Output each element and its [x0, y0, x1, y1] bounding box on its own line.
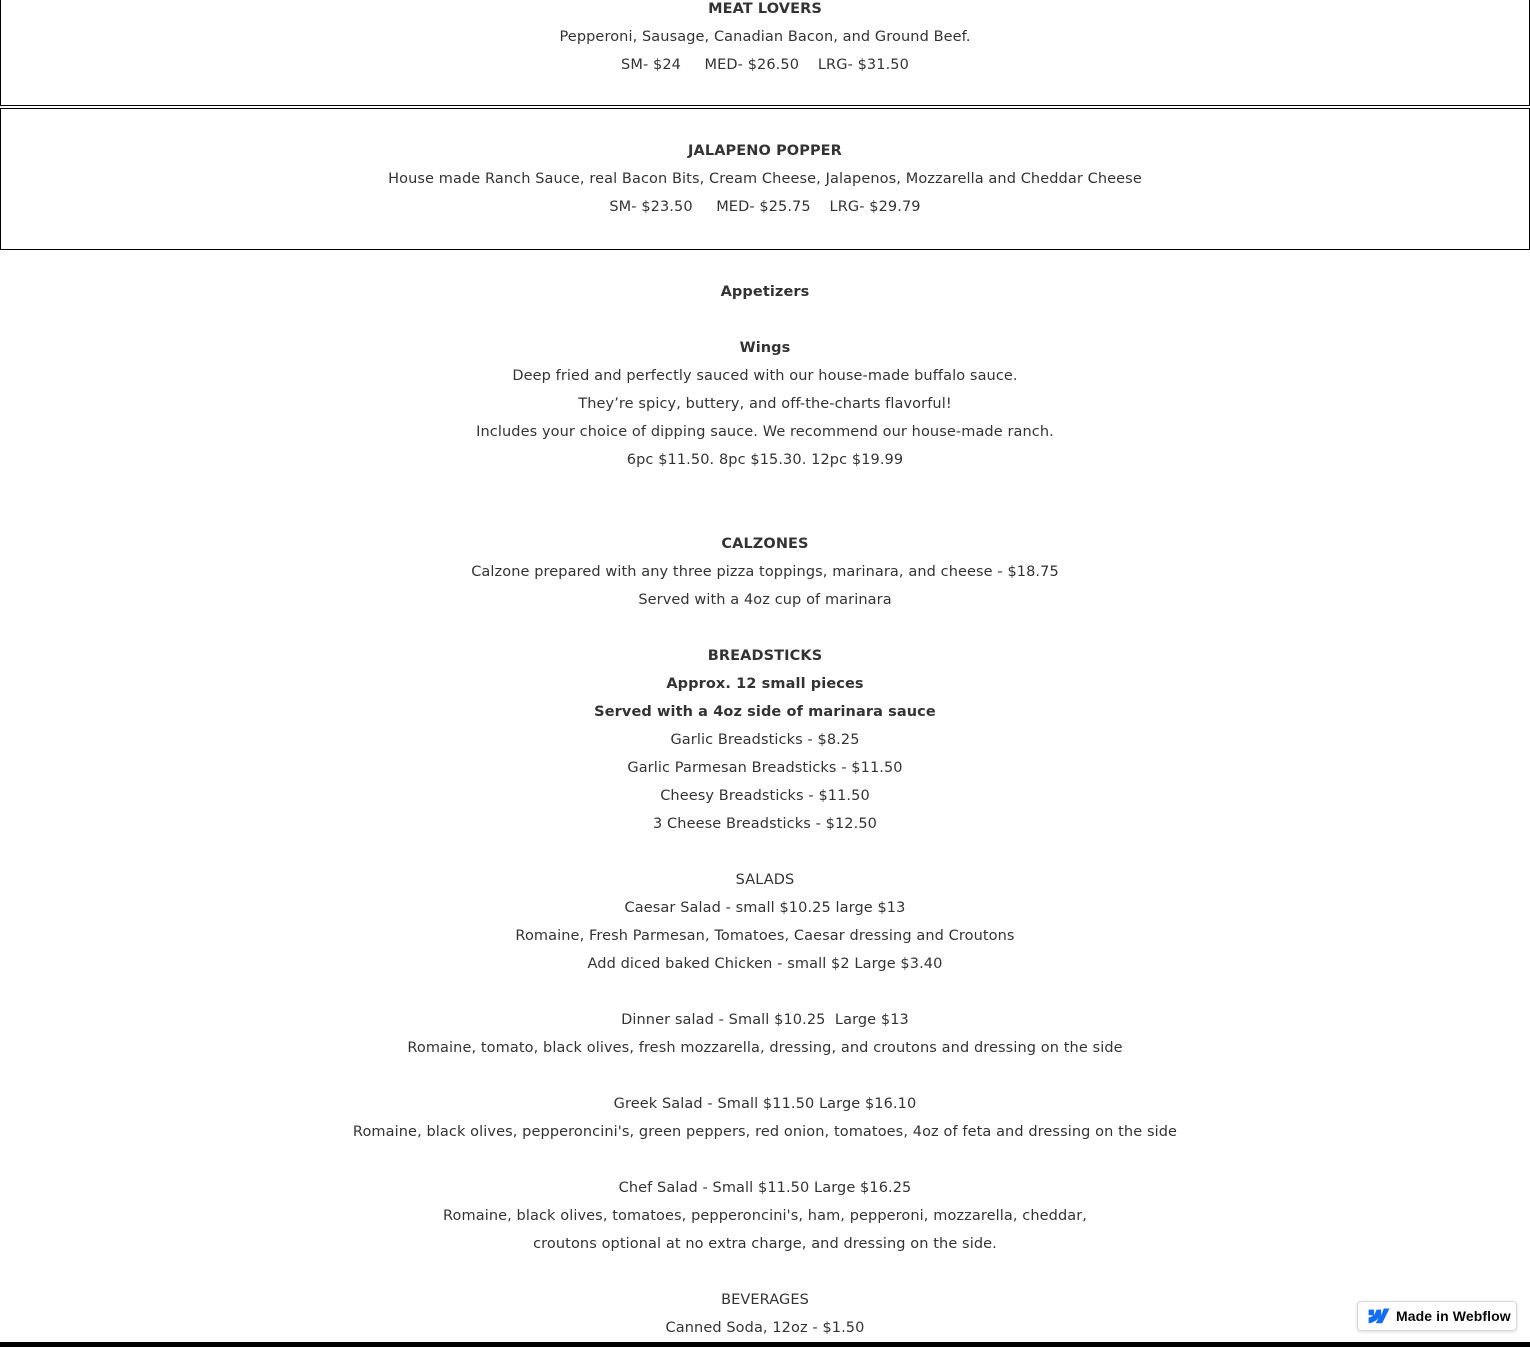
- caesar-salad-line: Caesar Salad - small $10.25 large $13: [624, 900, 906, 916]
- wings-line: Deep fried and perfectly sauced with our house-made buffalo sauce.: [512, 368, 1018, 384]
- salads-heading: SALADS: [735, 872, 795, 888]
- caesar-salad-line: Add diced baked Chicken - small $2 Large $3.40: [587, 956, 943, 972]
- made-in-webflow-label: Made in Webflow: [1396, 1308, 1511, 1324]
- calzones-line: Served with a 4oz cup of marinara: [638, 592, 892, 608]
- footer-edge-bar: [0, 1342, 1530, 1347]
- wings-line: Includes your choice of dipping sauce. We recommend our house-made ranch.: [476, 424, 1054, 440]
- made-in-webflow-badge[interactable]: [1357, 1301, 1517, 1331]
- wings-prices: 6pc $11.50. 8pc $15.30. 12pc $19.99: [626, 452, 904, 468]
- breadsticks-item: Garlic Breadsticks - $8.25: [670, 732, 860, 748]
- calzones-line: Calzone prepared with any three pizza toppings, marinara, and cheese - $18.75: [471, 564, 1059, 580]
- appetizers-heading: Appetizers: [720, 284, 810, 300]
- breadsticks-title: BREADSTICKS: [707, 648, 823, 664]
- breadsticks-note: Approx. 12 small pieces: [666, 676, 864, 692]
- webflow-logo-icon: [1366, 1308, 1390, 1324]
- chef-salad-line: croutons optional at no extra charge, and dressing on the side.: [533, 1236, 997, 1252]
- beverages-heading: BEVERAGES: [721, 1292, 809, 1308]
- jalapeno-popper-prices: SM- $23.50 MED- $25.75 LRG- $29.79: [609, 199, 921, 215]
- breadsticks-item: Cheesy Breadsticks - $11.50: [660, 788, 870, 804]
- wings-line: They’re spicy, buttery, and off-the-charts flavorful!: [578, 396, 952, 412]
- breadsticks-item: 3 Cheese Breadsticks - $12.50: [653, 816, 877, 832]
- beverage-item: Canned Soda, 12oz - $1.50: [665, 1320, 865, 1336]
- wings-title: Wings: [739, 340, 791, 356]
- dinner-salad-line: Dinner salad - Small $10.25 Large $13: [621, 1012, 909, 1028]
- jalapeno-popper-title: JALAPENO POPPER: [688, 143, 842, 159]
- breadsticks-item: Garlic Parmesan Breadsticks - $11.50: [627, 760, 903, 776]
- breadsticks-note: Served with a 4oz side of marinara sauce: [594, 704, 936, 720]
- chef-salad-line: Romaine, black olives, tomatoes, pepperoncini's, ham, pepperoni, mozzarella, cheddar,: [442, 1208, 1087, 1224]
- meat-lovers-description: Pepperoni, Sausage, Canadian Bacon, and Ground Beef.: [559, 29, 971, 45]
- dinner-salad-line: Romaine, tomato, black olives, fresh mozzarella, dressing, and croutons and dressing on the side: [407, 1040, 1123, 1056]
- greek-salad-line: Greek Salad - Small $11.50 Large $16.10: [613, 1096, 917, 1112]
- calzones-title: CALZONES: [721, 536, 809, 552]
- chef-salad-line: Chef Salad - Small $11.50 Large $16.25: [618, 1180, 912, 1196]
- greek-salad-line: Romaine, black olives, pepperoncini's, green peppers, red onion, tomatoes, 4oz of feta and dressing on the side: [352, 1124, 1178, 1140]
- jalapeno-popper-description: House made Ranch Sauce, real Bacon Bits, Cream Cheese, Jalapenos, Mozzarella and Cheddar Cheese: [388, 171, 1142, 187]
- meat-lovers-prices: SM- $24 MED- $26.50 LRG- $31.50: [621, 57, 909, 73]
- caesar-salad-line: Romaine, Fresh Parmesan, Tomatoes, Caesar dressing and Croutons: [515, 928, 1015, 944]
- meat-lovers-title: MEAT LOVERS: [708, 1, 822, 17]
